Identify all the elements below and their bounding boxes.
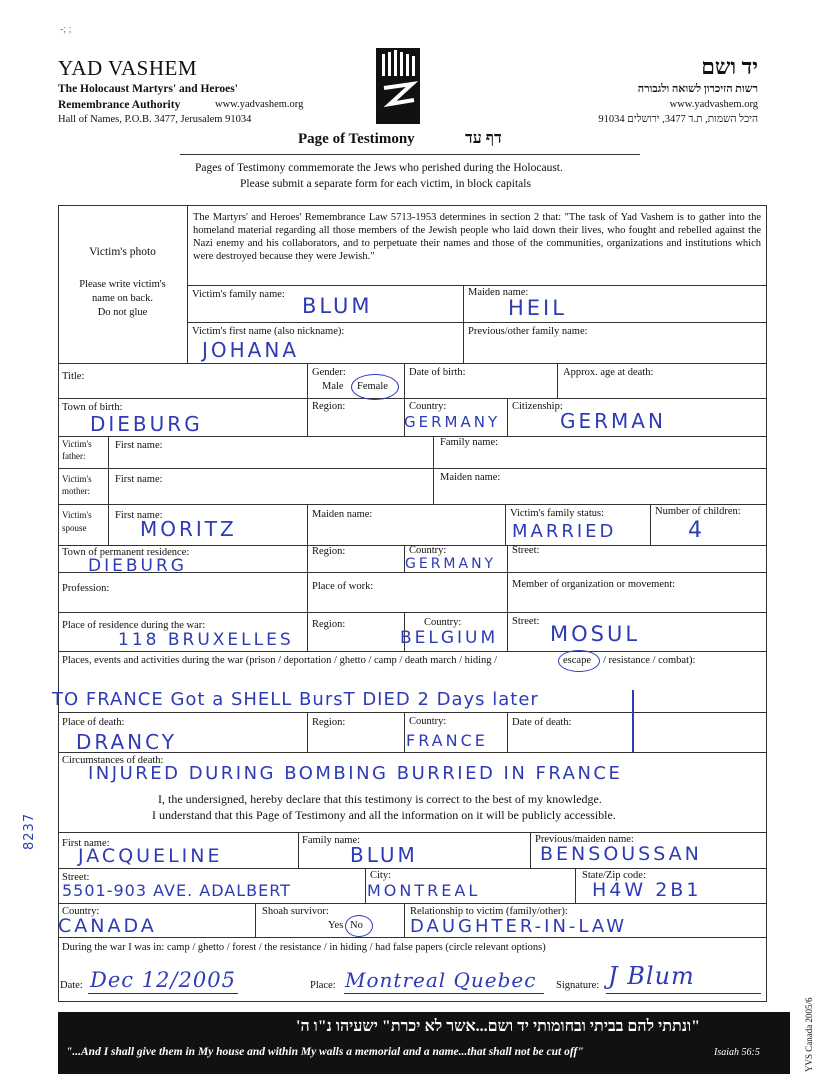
gender-label: Gender: [312,367,346,378]
date-value: Dec 12/2005 [90,968,236,992]
spouse-maiden-label: Maiden name: [312,509,373,520]
res-country-value: GERMANY [405,556,497,572]
date-label: Date: [60,980,83,991]
res-street-label: Street: [512,545,540,556]
sub-zip-value: H4W 2B1 [592,879,702,901]
town-birth-value: DIEBURG [90,412,203,436]
hebrew-quote: "ונתתי להם בביתי ובחומותי יד ושם...אשר לא יכרת" ישעיהו נ"ו ה' [296,1018,700,1035]
family-name-value: BLUM [302,294,373,318]
first-name-label: Victim's first name (also nickname): [192,326,345,337]
heb-name: יד ושם [701,54,758,79]
intro-line2: Please submit a separate form for each victim, in block capitals [240,178,531,190]
war-country-value: BELGIUM [400,628,499,648]
maiden-name-value: HEIL [508,296,567,320]
place-death-label: Place of death: [62,717,125,728]
place-death-value: DRANCY [76,730,177,754]
sub-prev-label: Previous/maiden name: [535,834,634,845]
org-line1: The Holocaust Martyrs' and Heroes' [58,83,238,95]
events-label: Places, events and activities during the war (prison / deportation / ghetto / camp / death march / hiding / [62,655,498,666]
website: www.yadvashem.org [215,99,304,110]
war-status-label: During the war I was in: camp / ghetto / forest / the resistance / in hiding / had false papers (circle relevant options) [62,942,546,953]
family-status-label: Victim's family status: [510,508,605,519]
war-country-label: Country: [424,617,462,628]
relation-label: Relationship to victim (family/other): [410,906,568,917]
sub-family-value: BLUM [350,843,418,867]
citizenship-label: Citizenship: [512,401,563,412]
town-res-label: Town of permanent residence: [62,547,190,558]
war-res-label: Place of residence during the war: [62,620,206,631]
war-res-value: 118 BRUXELLES [118,630,294,650]
mother-label-1: Victim's [62,474,92,484]
form-title: Page of Testimony [298,131,415,147]
isaiah-ref: Isaiah 56:5 [714,1047,760,1058]
photo-box-note2: name on back. [92,293,153,304]
town-birth-label: Town of birth: [62,402,123,413]
photo-box-note1: Please write victim's [79,279,166,290]
age-label: Approx. age at death: [563,367,654,378]
heb-line1: רשות הזיכרון לשואה ולגבורה [637,83,758,95]
prev-family-label: Previous/other family name: [468,326,588,337]
circ-label: Circumstances of death: [62,755,164,766]
first-name-value: JOHANA [202,338,300,362]
female-circle-mark [351,374,399,400]
events-value: TO FRANCE Got a SHELL BursT DIED 2 Days later [52,689,539,710]
sub-first-label: First name: [62,838,110,849]
death-country-value: FRANCE [406,731,488,750]
family-status-value: MARRIED [512,521,617,542]
sub-zip-label: State/Zip code: [582,870,646,881]
place-label: Place: [310,980,336,991]
sub-prev-value: BENSOUSSAN [540,843,702,865]
signature-value: J Blum [608,962,695,990]
sub-first-value: JACQUELINE [78,845,223,867]
birth-country-label: Country: [409,401,447,412]
war-street-label: Street: [512,616,540,627]
sub-city-value: MONTREAL [367,881,481,900]
shoah-yes: Yes [328,920,344,931]
english-quote: "...And I shall give them in My house and within My walls a memorial and a name...that shall not be cut off" [66,1046,584,1058]
spouse-first-label: First name: [115,510,163,521]
law-text: The Martyrs' and Heroes' Remembrance Law 5713-1953 determines in section 2 that: "The task of Yad Vashem is to gather into the homeland material regarding all those members of the Jewish people who laid down their lives, who fought and rebelled against the Nazi enemy and his collaborators, and to perpetuate their names and those of the communities, organizations and institutions which were destroyed because they were Jewish." [193,212,761,262]
death-region-label: Region: [312,717,346,728]
relation-value: DAUGHTER-IN-LAW [410,916,627,937]
spouse-first-value: MORITZ [140,517,237,541]
sub-family-label: Family name: [302,835,361,846]
maiden-name-label: Maiden name: [468,287,529,298]
father-label-1: Victim's [62,439,92,449]
events-end: / resistance / combat): [603,655,696,666]
declare-line1: I, the undersigned, hereby declare that this testimony is correct to the best of my knowledge. [158,792,602,806]
father-family-label: Family name: [440,437,499,448]
address: Hall of Names, P.O.B. 3477, Jerusalem 91034 [58,114,252,125]
declare-line2: I understand that this Page of Testimony and all the information on it will be publicly accessible. [152,808,616,822]
intro-line1: Pages of Testimony commemorate the Jews who perished during the Holocaust. [195,162,563,174]
footer-banner [58,1012,790,1074]
res-region-label: Region: [312,546,346,557]
children-label: Number of children: [655,506,741,517]
war-street-value: MOSUL [550,622,641,646]
mother-label-2: mother: [62,486,90,496]
mother-maiden-label: Maiden name: [440,472,501,483]
spouse-label-1: Victim's [62,510,92,520]
death-country-label: Country: [409,716,447,727]
father-label-2: father: [62,451,86,461]
escape-circle-mark [558,650,600,672]
yad-vashem-logo-icon [376,48,420,124]
gender-male: Male [322,381,344,392]
place-value: Montreal Quebec [345,968,537,992]
spouse-label-2: spouse [62,523,87,533]
shoah-no: No [350,920,363,931]
res-country-label: Country: [409,545,447,556]
title-label: Title: [62,371,85,382]
sub-country-label: Country: [62,906,100,917]
date-death-label: Date of death: [512,717,572,728]
corner-mark: -; ; [60,24,72,35]
war-region-label: Region: [312,619,346,630]
shoah-label: Shoah survivor: [262,906,329,917]
town-res-value: DIEBURG [88,556,187,576]
profession-label: Profession: [62,583,110,594]
sub-street-label: Street: [62,872,90,883]
photo-box-note3: Do not glue [97,307,148,318]
citizenship-value: GERMAN [560,409,666,433]
signature-label: Signature: [556,980,600,991]
sub-country-value: CANADA [58,915,157,937]
father-first-label: First name: [115,440,163,451]
sub-street-value: 5501-903 AVE. ADALBERT [62,881,291,900]
form-title-heb: דף עד [465,130,502,147]
margin-note: 8237 [22,812,37,850]
birth-region-label: Region: [312,401,346,412]
birth-country-value: GERMANY [404,413,501,431]
mother-first-label: First name: [115,474,163,485]
org-name: YAD VASHEM [58,56,198,80]
family-name-label: Victim's family name: [192,289,285,300]
heb-website: www.yadvashem.org [669,99,758,110]
heb-address: היכל השמות, ת.ד 3477, ירושלים 91034 [598,114,758,125]
side-code: YVS Canada 2005/6 [804,997,814,1072]
sub-city-label: City: [370,870,392,881]
member-label: Member of organization or movement: [512,579,676,590]
gender-female: Female [357,381,388,392]
photo-box-title: Victim's photo [89,246,156,258]
work-label: Place of work: [312,581,374,592]
children-value: 4 [688,518,705,543]
no-circle-mark [345,915,373,937]
circ-value: INJURED DURING BOMBING BURRIED IN FRANCE [88,763,623,784]
events-escape: escape [563,655,591,666]
dob-label: Date of birth: [409,367,466,378]
org-line2: Remembrance Authority [58,99,181,111]
